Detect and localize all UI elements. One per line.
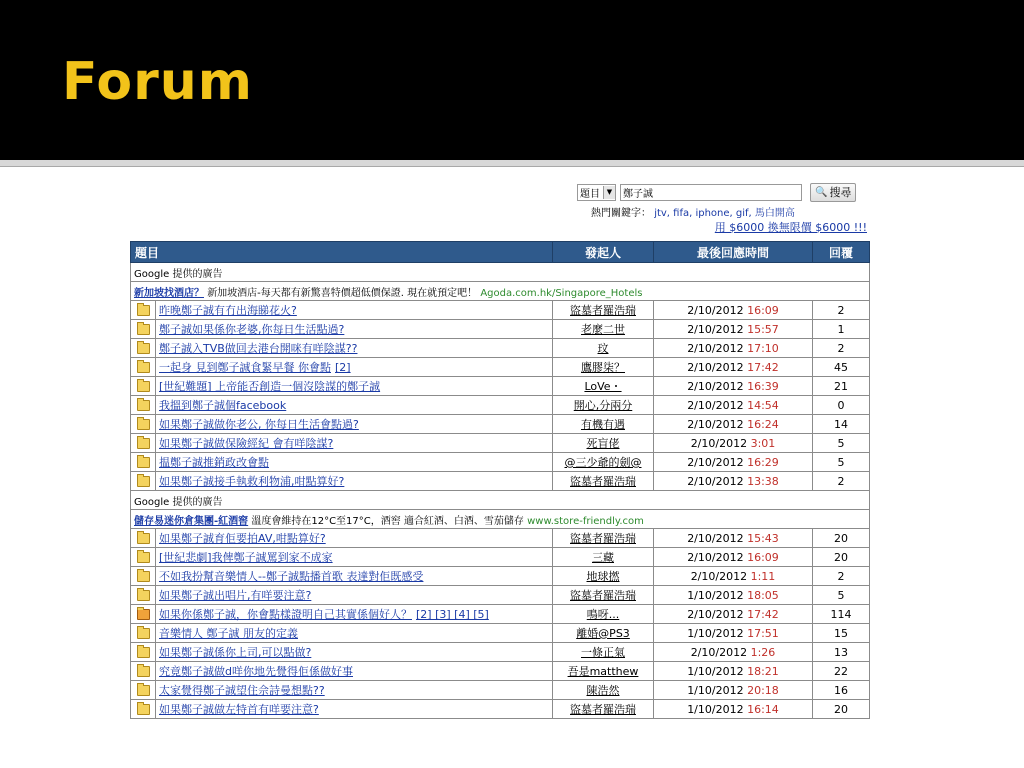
table-row[interactable] bbox=[131, 700, 870, 719]
last-reply-cell bbox=[654, 415, 813, 434]
author-link[interactable]: 盜墓者羅浩瑞 bbox=[570, 589, 636, 602]
icon-cell bbox=[131, 453, 156, 472]
last-reply-cell bbox=[654, 605, 813, 624]
icon-cell bbox=[131, 434, 156, 453]
reply-count: 15 bbox=[813, 624, 870, 643]
author-link[interactable]: 鷹膠柒？ bbox=[581, 361, 625, 374]
topic-link[interactable]: 如果鄭子誠做你老公, 你每日生活會點過? bbox=[159, 418, 359, 431]
topic-link[interactable]: 究竟鄭子誠做d咩你地先覺得佢係做好事 bbox=[159, 665, 353, 678]
ad-label-row bbox=[131, 491, 870, 510]
reply-time: 16:29 bbox=[747, 455, 779, 469]
topic-link[interactable]: 鄭子誠入TVB做回去港台開咪有咩陰謀?? bbox=[159, 342, 358, 355]
table-row[interactable] bbox=[131, 529, 870, 548]
icon-cell bbox=[131, 548, 156, 567]
topic-link[interactable]: 如果鄭子誠做保險經紀 會有咩陰謀? bbox=[159, 437, 334, 450]
last-reply-cell bbox=[654, 586, 813, 605]
table-row[interactable] bbox=[131, 301, 870, 320]
reply-time: 15:57 bbox=[747, 322, 779, 336]
folder-icon bbox=[137, 628, 150, 639]
reply-count: 2 bbox=[813, 339, 870, 358]
last-reply-cell bbox=[654, 567, 813, 586]
reply-date: 2/10/2012 bbox=[690, 569, 748, 583]
reply-count: 45 bbox=[813, 358, 870, 377]
icon-cell bbox=[131, 624, 156, 643]
table-row[interactable] bbox=[131, 586, 870, 605]
last-reply-cell bbox=[654, 301, 813, 320]
icon-cell bbox=[131, 320, 156, 339]
author-link[interactable]: 鳴呀... bbox=[586, 608, 620, 621]
topic-cell bbox=[156, 643, 553, 662]
folder-icon bbox=[137, 324, 150, 335]
hot-keywords-list[interactable]: jtv, fifa, iphone, gif, 馬白開高 bbox=[654, 208, 795, 219]
topic-cell bbox=[156, 529, 553, 548]
reply-time: 14:54 bbox=[747, 398, 779, 412]
author-cell bbox=[553, 643, 654, 662]
icon-cell bbox=[131, 301, 156, 320]
table-row[interactable] bbox=[131, 377, 870, 396]
topic-link[interactable]: 揾鄭子誠推銷政改會點 bbox=[159, 456, 269, 469]
author-cell bbox=[553, 700, 654, 719]
reply-time: 16:09 bbox=[747, 303, 779, 317]
topic-cell bbox=[156, 548, 553, 567]
table-row[interactable] bbox=[131, 358, 870, 377]
topic-cell bbox=[156, 567, 553, 586]
last-reply-cell bbox=[654, 643, 813, 662]
table-row[interactable] bbox=[131, 320, 870, 339]
table-row[interactable] bbox=[131, 548, 870, 567]
last-reply-cell bbox=[654, 681, 813, 700]
reply-date: 2/10/2012 bbox=[687, 531, 744, 545]
topic-cell bbox=[156, 358, 553, 377]
topic-link[interactable]: 如果鄭子誠出唱片,有咩要注意? bbox=[159, 589, 312, 602]
topic-link[interactable]: 鄭子誠如果係你老婆,你每日生活點過? bbox=[159, 323, 345, 336]
author-link[interactable]: 盜墓者羅浩瑞 bbox=[570, 532, 636, 545]
folder-icon bbox=[137, 438, 150, 449]
table-row[interactable] bbox=[131, 567, 870, 586]
chevron-down-icon: ▼ bbox=[603, 186, 615, 199]
topic-cell bbox=[156, 453, 553, 472]
header-divider bbox=[0, 160, 1024, 167]
icon-cell bbox=[131, 415, 156, 434]
icon-cell bbox=[131, 567, 156, 586]
author-cell bbox=[553, 453, 654, 472]
reply-time: 17:42 bbox=[747, 360, 779, 374]
table-row[interactable] bbox=[131, 415, 870, 434]
folder-icon bbox=[137, 381, 150, 392]
reply-time: 17:10 bbox=[747, 341, 779, 355]
search-bar bbox=[577, 183, 856, 201]
reply-time: 18:21 bbox=[747, 664, 779, 678]
reply-count: 16 bbox=[813, 681, 870, 700]
reply-time: 16:09 bbox=[747, 550, 779, 564]
reply-count: 5 bbox=[813, 434, 870, 453]
header-author: 發起人 bbox=[553, 242, 654, 263]
ad-row bbox=[131, 510, 870, 529]
folder-icon bbox=[137, 647, 150, 658]
reply-time: 16:39 bbox=[747, 379, 779, 393]
folder-icon bbox=[137, 457, 150, 468]
promo-link[interactable]: 用 $6000 換無限價 $6000 !!! bbox=[714, 221, 867, 234]
search-scope-select[interactable] bbox=[577, 184, 616, 201]
ad-label: Google 提供的廣告 bbox=[131, 263, 870, 282]
reply-count: 0 bbox=[813, 396, 870, 415]
reply-count: 20 bbox=[813, 529, 870, 548]
author-cell bbox=[553, 434, 654, 453]
reply-time: 1:26 bbox=[750, 645, 776, 659]
forum-table bbox=[130, 241, 870, 719]
topic-cell bbox=[156, 320, 553, 339]
folder-icon bbox=[137, 305, 150, 316]
reply-date: 2/10/2012 bbox=[687, 360, 744, 374]
table-header-row bbox=[131, 242, 870, 263]
icon-cell bbox=[131, 377, 156, 396]
author-cell bbox=[553, 624, 654, 643]
author-cell bbox=[553, 586, 654, 605]
last-reply-cell bbox=[654, 396, 813, 415]
table-row[interactable] bbox=[131, 434, 870, 453]
topic-cell bbox=[156, 301, 553, 320]
reply-date: 1/10/2012 bbox=[687, 588, 744, 602]
reply-count: 20 bbox=[813, 548, 870, 567]
search-button[interactable] bbox=[810, 183, 856, 202]
icon-cell bbox=[131, 396, 156, 415]
folder-icon bbox=[137, 400, 150, 411]
reply-time: 1:11 bbox=[750, 569, 776, 583]
author-link[interactable]: 吾是matthew bbox=[567, 665, 639, 678]
forum-body bbox=[131, 263, 870, 719]
topic-link[interactable]: 一起身 見到鄭子誠食緊早餐 你會點 bbox=[159, 361, 331, 374]
reply-date: 2/10/2012 bbox=[687, 398, 744, 412]
topic-link[interactable]: 我搵到鄭子誠個facebook bbox=[159, 399, 287, 412]
reply-date: 2/10/2012 bbox=[687, 550, 744, 564]
reply-time: 17:51 bbox=[747, 626, 779, 640]
table-row[interactable] bbox=[131, 605, 870, 624]
reply-date: 2/10/2012 bbox=[690, 645, 748, 659]
reply-count: 5 bbox=[813, 453, 870, 472]
author-link[interactable]: 盜墓者羅浩瑞 bbox=[570, 475, 636, 488]
author-link[interactable]: 老麼二世 bbox=[581, 323, 625, 336]
author-link[interactable]: @三少爺的劍@ bbox=[564, 456, 642, 469]
reply-count: 2 bbox=[813, 567, 870, 586]
reply-time: 16:14 bbox=[747, 702, 779, 716]
author-cell bbox=[553, 548, 654, 567]
folder-icon bbox=[137, 590, 150, 601]
topic-cell bbox=[156, 472, 553, 491]
icon-cell bbox=[131, 529, 156, 548]
folder-icon bbox=[137, 571, 150, 582]
hot-keywords bbox=[591, 204, 795, 219]
author-link[interactable]: 一條正氣 bbox=[581, 646, 625, 659]
reply-time: 18:05 bbox=[747, 588, 779, 602]
last-reply-cell bbox=[654, 700, 813, 719]
last-reply-cell bbox=[654, 434, 813, 453]
topic-pages[interactable]: [2] [3] [4] [5] bbox=[416, 608, 489, 621]
author-link[interactable]: 盜墓者羅浩瑞 bbox=[570, 703, 636, 716]
last-reply-cell bbox=[654, 662, 813, 681]
author-cell bbox=[553, 472, 654, 491]
hot-folder-icon bbox=[137, 609, 150, 620]
ad-label-row bbox=[131, 263, 870, 282]
reply-count: 1 bbox=[813, 320, 870, 339]
author-link[interactable]: 盜墓者羅浩瑞 bbox=[570, 304, 636, 317]
topic-link[interactable]: 如果鄭子誠係你上司,可以點做? bbox=[159, 646, 312, 659]
reply-time: 17:42 bbox=[747, 607, 779, 621]
reply-date: 2/10/2012 bbox=[690, 436, 748, 450]
folder-icon bbox=[137, 552, 150, 563]
topic-link[interactable]: [世紀悲劇]我俾鄭子誠罵到家不成家 bbox=[159, 551, 333, 564]
topic-cell bbox=[156, 415, 553, 434]
icon-cell bbox=[131, 358, 156, 377]
ad-description: 溫度會維持在12°C至17°C，酒窖 適合紅酒、白酒、雪茄儲存 bbox=[251, 515, 524, 527]
topic-link[interactable]: 如果鄭子誠做左特首有咩要注意? bbox=[159, 703, 319, 716]
search-scope-value: 題目 bbox=[580, 188, 600, 200]
header-replies: 回覆 bbox=[813, 242, 870, 263]
author-cell bbox=[553, 301, 654, 320]
author-link[interactable]: LoVe・ bbox=[584, 380, 622, 393]
reply-date: 1/10/2012 bbox=[687, 702, 744, 716]
folder-icon bbox=[137, 476, 150, 487]
table-row[interactable] bbox=[131, 339, 870, 358]
search-icon: 🔍 bbox=[815, 186, 828, 198]
header-title: 題目 bbox=[131, 242, 553, 263]
ad-link[interactable]: 新加坡找酒店？ bbox=[134, 287, 204, 299]
topic-cell bbox=[156, 396, 553, 415]
reply-date: 2/10/2012 bbox=[687, 474, 744, 488]
reply-date: 2/10/2012 bbox=[687, 322, 744, 336]
folder-icon bbox=[137, 343, 150, 354]
table-row[interactable] bbox=[131, 662, 870, 681]
last-reply-cell bbox=[654, 529, 813, 548]
author-link[interactable]: 三藏 bbox=[592, 551, 614, 564]
author-cell bbox=[553, 320, 654, 339]
author-cell bbox=[553, 377, 654, 396]
table-row[interactable] bbox=[131, 624, 870, 643]
reply-count: 114 bbox=[813, 605, 870, 624]
reply-date: 2/10/2012 bbox=[687, 455, 744, 469]
topic-link[interactable]: 如果鄭子誠育佢要拍AV,咁點算好? bbox=[159, 532, 326, 545]
topic-cell bbox=[156, 681, 553, 700]
icon-cell bbox=[131, 681, 156, 700]
author-link[interactable]: 死盲佬 bbox=[586, 437, 620, 450]
ad-description: 新加坡酒店-每天都有新驚喜特價超低價保證. 現在就預定吧！ bbox=[207, 287, 478, 299]
ad-label: Google 提供的廣告 bbox=[131, 491, 870, 510]
ad-url[interactable]: www.store-friendly.com bbox=[527, 515, 644, 527]
reply-time: 13:38 bbox=[747, 474, 779, 488]
reply-date: 1/10/2012 bbox=[687, 664, 744, 678]
last-reply-cell bbox=[654, 472, 813, 491]
folder-icon bbox=[137, 533, 150, 544]
ad-cell bbox=[131, 510, 870, 529]
reply-time: 16:24 bbox=[747, 417, 779, 431]
topic-cell bbox=[156, 434, 553, 453]
table-row[interactable] bbox=[131, 396, 870, 415]
header-last-reply: 最後回應時間 bbox=[654, 242, 813, 263]
last-reply-cell bbox=[654, 320, 813, 339]
ad-cell bbox=[131, 282, 870, 301]
topic-link[interactable]: 太家覺得鄭子誠望住佘詩曼想點?? bbox=[159, 684, 325, 697]
topic-link[interactable]: 不如我扮幫音樂情人--鄭子誠點播首歌 表達對佢既感受 bbox=[159, 570, 424, 583]
topic-cell bbox=[156, 605, 553, 624]
reply-count: 2 bbox=[813, 301, 870, 320]
ad-row bbox=[131, 282, 870, 301]
slide-title: Forum bbox=[62, 52, 253, 112]
table-row[interactable] bbox=[131, 681, 870, 700]
reply-time: 3:01 bbox=[750, 436, 776, 450]
search-input[interactable]: 鄭子誠 bbox=[620, 184, 802, 201]
topic-link[interactable]: 音樂情人 鄭子誠 朋友的定義 bbox=[159, 627, 298, 640]
author-link[interactable]: 開心,分兩分 bbox=[573, 399, 633, 412]
ad-url[interactable]: Agoda.com.hk/Singapore_Hotels bbox=[480, 287, 643, 299]
last-reply-cell bbox=[654, 453, 813, 472]
folder-icon bbox=[137, 685, 150, 696]
reply-count: 13 bbox=[813, 643, 870, 662]
reply-date: 2/10/2012 bbox=[687, 417, 744, 431]
reply-count: 22 bbox=[813, 662, 870, 681]
folder-icon bbox=[137, 666, 150, 677]
reply-date: 2/10/2012 bbox=[687, 303, 744, 317]
author-cell bbox=[553, 529, 654, 548]
search-button-label: 搜尋 bbox=[829, 186, 852, 199]
icon-cell bbox=[131, 472, 156, 491]
topic-cell bbox=[156, 377, 553, 396]
hot-keywords-label: 熱門關鍵字： bbox=[591, 208, 651, 219]
icon-cell bbox=[131, 339, 156, 358]
icon-cell bbox=[131, 586, 156, 605]
topic-link[interactable]: [世紀難題] 上帝能否創造一個沒陰謀的鄭子誠 bbox=[159, 380, 381, 393]
topic-link[interactable]: 如果鄭子誠接手執救利物浦,咁點算好? bbox=[159, 475, 345, 488]
last-reply-cell bbox=[654, 377, 813, 396]
author-cell bbox=[553, 662, 654, 681]
topic-link[interactable]: 昨晚鄭子誠有冇出海睇花火? bbox=[159, 304, 297, 317]
author-cell bbox=[553, 681, 654, 700]
author-cell bbox=[553, 396, 654, 415]
author-cell bbox=[553, 339, 654, 358]
topic-cell bbox=[156, 339, 553, 358]
reply-count: 14 bbox=[813, 415, 870, 434]
reply-date: 2/10/2012 bbox=[687, 607, 744, 621]
author-link[interactable]: 地球撚 bbox=[586, 570, 620, 583]
icon-cell bbox=[131, 662, 156, 681]
author-link[interactable]: 玟 bbox=[597, 342, 609, 355]
reply-date: 2/10/2012 bbox=[687, 379, 744, 393]
table-row[interactable] bbox=[131, 643, 870, 662]
author-cell bbox=[553, 567, 654, 586]
icon-cell bbox=[131, 700, 156, 719]
reply-time: 15:43 bbox=[747, 531, 779, 545]
icon-cell bbox=[131, 605, 156, 624]
reply-count: 2 bbox=[813, 472, 870, 491]
last-reply-cell bbox=[654, 548, 813, 567]
topic-cell bbox=[156, 624, 553, 643]
author-cell bbox=[553, 605, 654, 624]
folder-icon bbox=[137, 419, 150, 430]
icon-cell bbox=[131, 643, 156, 662]
topic-cell bbox=[156, 586, 553, 605]
reply-count: 21 bbox=[813, 377, 870, 396]
last-reply-cell bbox=[654, 339, 813, 358]
last-reply-cell bbox=[654, 624, 813, 643]
reply-time: 20:18 bbox=[747, 683, 779, 697]
reply-count: 20 bbox=[813, 700, 870, 719]
topic-cell bbox=[156, 700, 553, 719]
author-link[interactable]: 陳浩然 bbox=[586, 684, 620, 697]
reply-count: 5 bbox=[813, 586, 870, 605]
author-link[interactable]: 離婚@PS3 bbox=[576, 627, 630, 640]
table-row[interactable] bbox=[131, 453, 870, 472]
author-link[interactable]: 有機有遇 bbox=[581, 418, 625, 431]
last-reply-cell bbox=[654, 358, 813, 377]
folder-icon bbox=[137, 704, 150, 715]
folder-icon bbox=[137, 362, 150, 373]
ad-link[interactable]: 儲存易迷你倉集團-紅酒窖 bbox=[134, 515, 249, 527]
author-cell bbox=[553, 358, 654, 377]
reply-date: 1/10/2012 bbox=[687, 626, 744, 640]
topic-cell bbox=[156, 662, 553, 681]
table-row[interactable] bbox=[131, 472, 870, 491]
topic-link[interactable]: 如果你係鄭子誠，你會點樣證明自己其實係個好人？ bbox=[159, 608, 412, 621]
topic-pages[interactable]: [2] bbox=[335, 361, 351, 374]
reply-date: 1/10/2012 bbox=[687, 683, 744, 697]
author-cell bbox=[553, 415, 654, 434]
reply-date: 2/10/2012 bbox=[687, 341, 744, 355]
